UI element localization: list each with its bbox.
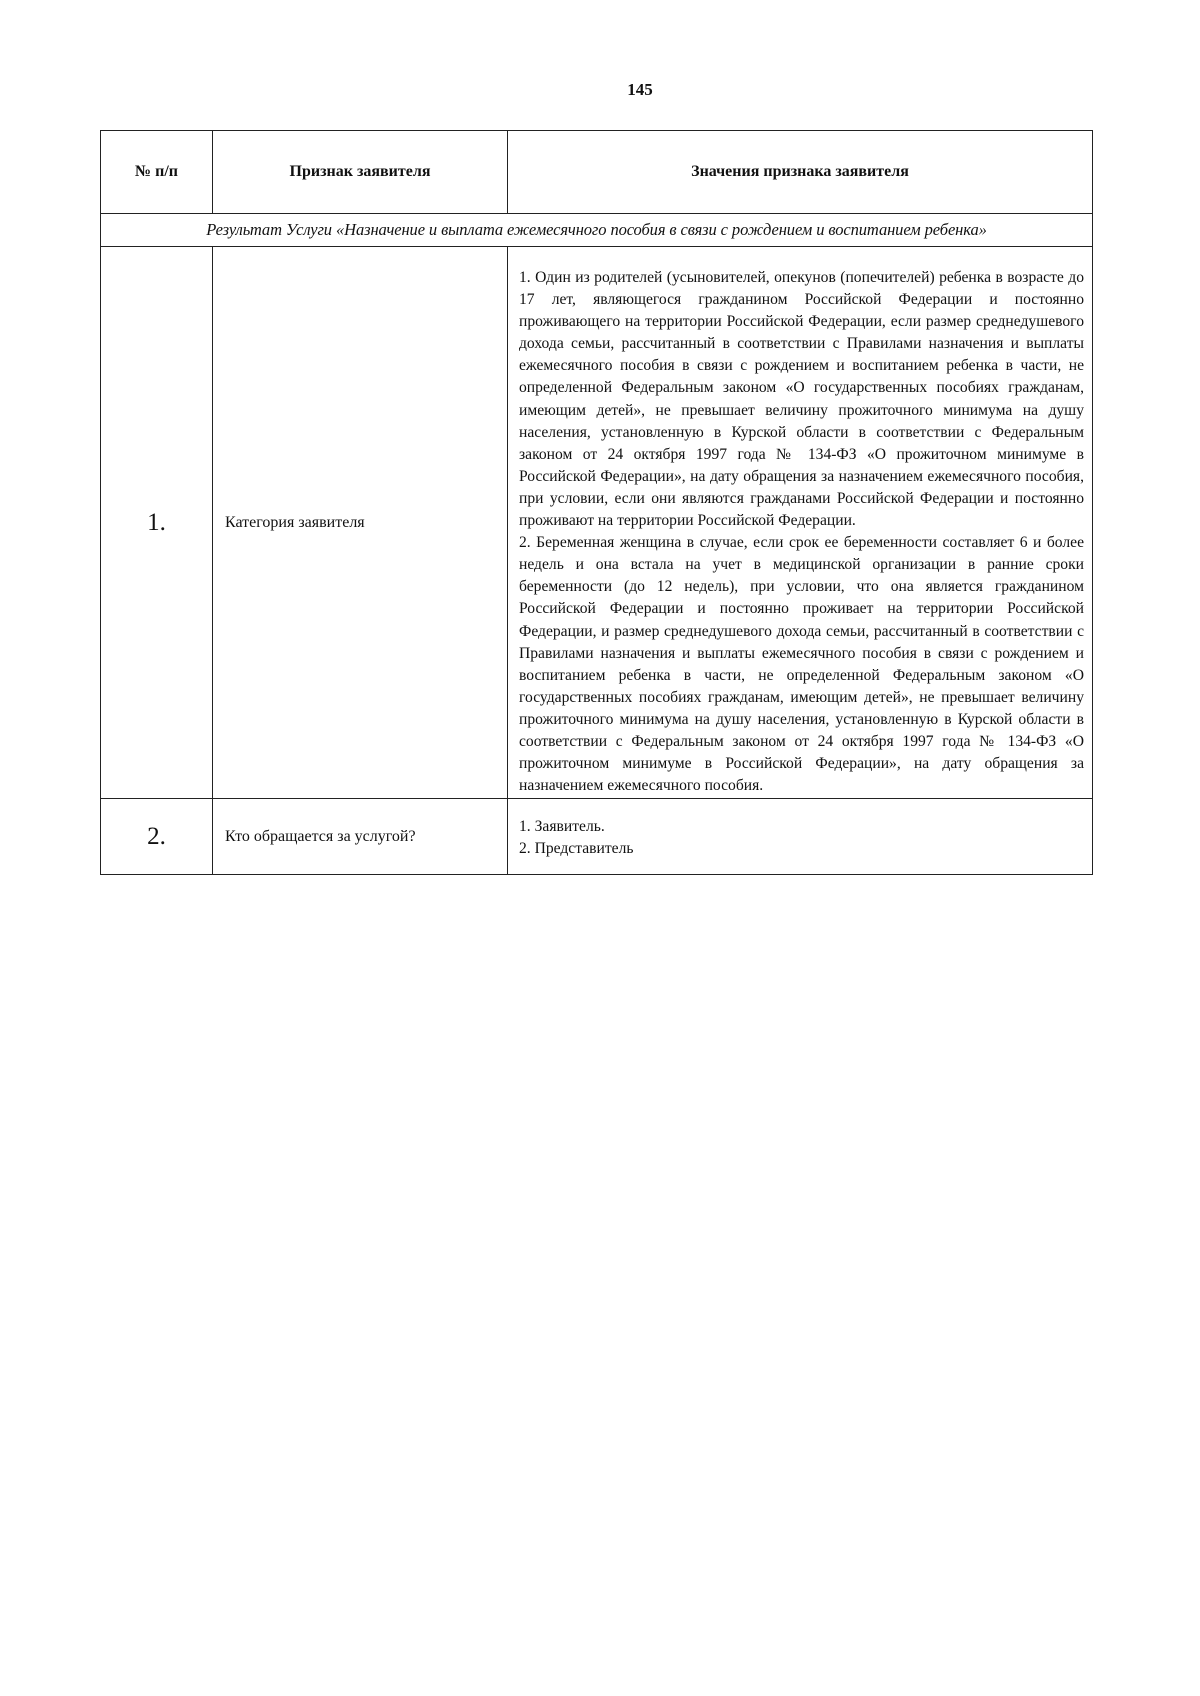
row-attribute: Категория заявителя [213, 247, 508, 799]
applicant-criteria-table [100, 130, 1093, 875]
value-paragraph: 1. Один из родителей (усыновителей, опекунов (попечителей) ребенка в возрасте до 17 лет, являющегося гражданином Российской Федерации и постоянно проживающего на территории Российской Федерации, если размер среднедушевого дохода семьи, рассчитанный в соответствии с Правилами назначения и выплаты ежемесячного пособия в связи с рождением и воспитанием ребенка в части, не определенной Федеральным законом «О государственных пособиях гражданам, имеющим детей», не превышает величину прожиточного минимума на душу населения, установленную в Курской области в соответствии с Федеральным законом от 24 октября 1997 года № 134-ФЗ «О прожиточном минимуме в Российской Федерации», на дату обращения за назначением ежемесячного пособия, при условии, если они являются гражданами Российской Федерации и постоянно проживают на территории Российской Федерации. [519, 269, 1084, 530]
header-number: № п/п [101, 131, 213, 214]
value-item: 2. Представитель [519, 839, 634, 857]
page-number: 145 [627, 80, 653, 99]
row-number: 1. [101, 247, 213, 799]
row-values [508, 247, 1093, 799]
value-item: 1. Заявитель. [519, 817, 605, 835]
table-row [101, 247, 1093, 799]
row-number: 2. [101, 799, 213, 875]
table-row [101, 799, 1093, 875]
header-attribute: Признак заявителя [213, 131, 508, 214]
row-values [508, 799, 1093, 875]
header-values: Значения признака заявителя [508, 131, 1093, 214]
table-header-row [101, 131, 1093, 214]
row-attribute: Кто обращается за услугой? [213, 799, 508, 875]
section-row [101, 214, 1093, 247]
section-title: Результат Услуги «Назначение и выплата ежемесячного пособия в связи с рождением и воспитанием ребенка» [101, 214, 1093, 247]
value-paragraph: 2. Беременная женщина в случае, если срок ее беременности составляет 6 и более недель и она встала на учет в медицинской организации в ранние сроки беременности (до 12 недель), при условии, что она является гражданином Российской Федерации и постоянно проживает на территории Российской Федерации, и размер среднедушевого дохода семьи, рассчитанный в соответствии с Правилами назначения и выплаты ежемесячного пособия в связи с рождением и воспитанием ребенка в части, не определенной Федеральным законом «О государственных пособиях гражданам, имеющим детей», не превышает величину прожиточного минимума на душу населения, установленную в Курской области в соответствии с Федеральным законом от 24 октября 1997 года № 134-ФЗ «О прожиточном минимуме в Российской Федерации», на дату обращения за назначением ежемесячного пособия. [519, 534, 1084, 795]
